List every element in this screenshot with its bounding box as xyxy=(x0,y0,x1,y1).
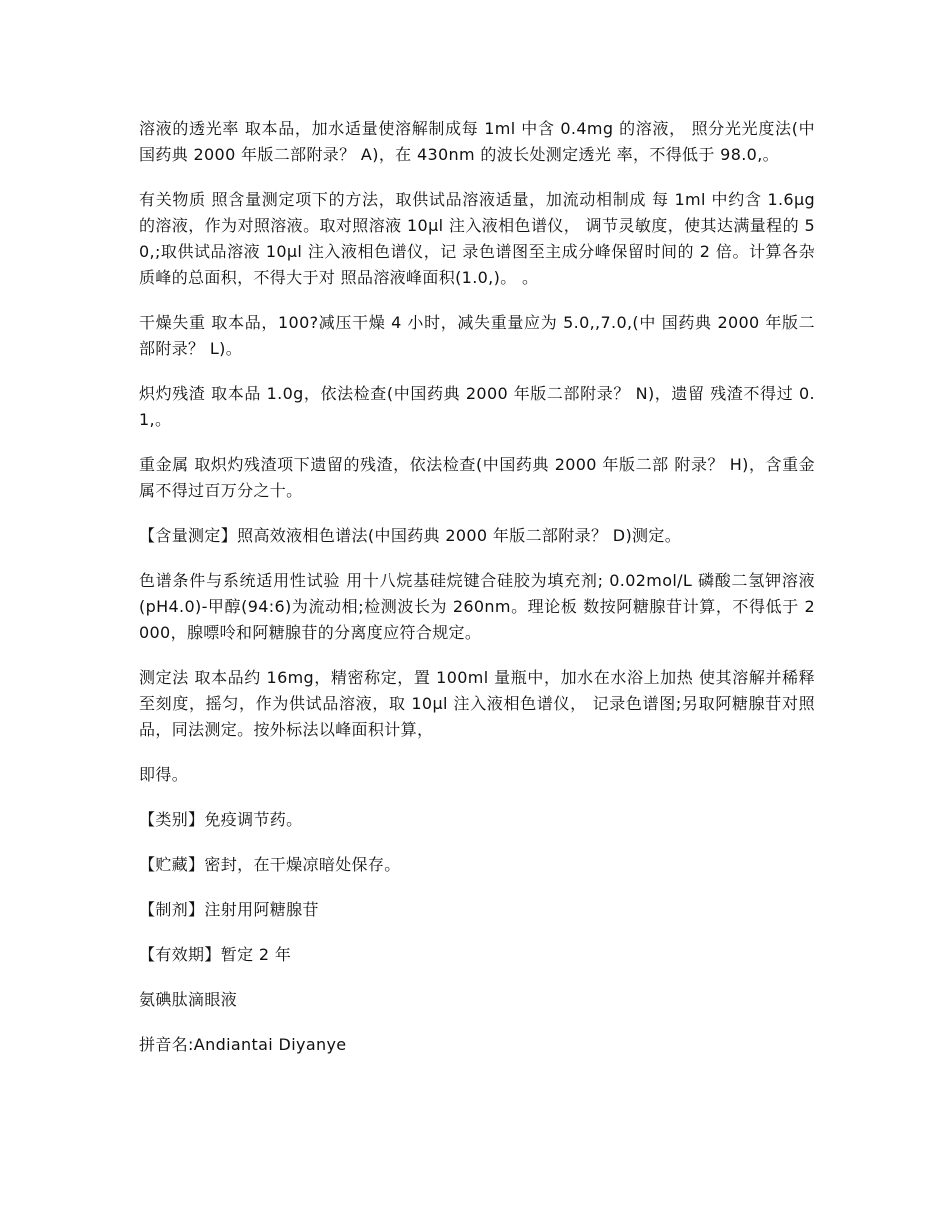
paragraph-assay-heading: 【含量测定】照高效液相色谱法(中国药典 2000 年版二部附录？ D)测定。 xyxy=(139,526,682,545)
paragraph-light-transmittance: 溶液的透光率 取本品，加水适量使溶解制成每 1ml 中含 0.4mg 的溶液， 照分光光度法(中国药典 2000 年版二部附录？ A)，在 430nm 的波长处测定透光 率，不得低于 98.0,。 xyxy=(139,119,815,164)
paragraph-residue-on-ignition: 炽灼残渣 取本品 1.0g，依法检查(中国药典 2000 年版二部附录？ N)，遗留 残渣不得过 0.1,。 xyxy=(139,384,815,429)
paragraph-pinyin-name: 拼音名:Andiantai Diyanye xyxy=(139,1035,347,1054)
paragraph-validity: 【有效期】暂定 2 年 xyxy=(139,945,292,964)
paragraph-preparation: 【制剂】注射用阿糖腺苷 xyxy=(139,900,319,919)
paragraph-loss-on-drying: 干燥失重 取本品，100?减压干燥 4 小时，减失重量应为 5.0,,7.0,(中 国药典 2000 年版二部附录？ L)。 xyxy=(139,313,815,358)
paragraph-chromatographic-conditions: 色谱条件与系统适用性试验 用十八烷基硅烷键合硅胶为填充剂; 0.02mol/L 磷酸二氢钾溶液(pH4.0)-甲醇(94:6)为流动相;检测波长为 260nm。理论板 数按阿糖腺苷计算，不得低于 2000，腺嘌呤和阿糖腺苷的分离度应符合规定。 xyxy=(139,571,815,642)
paragraph-related-substances: 有关物质 照含量测定项下的方法，取供试品溶液适量，加流动相制成 每 1ml 中约含 1.6μg 的溶液，作为对照溶液。取对照溶液 10μl 注入液相色谱仪， 调节灵敏度，使其达满量程的 50,;取供试品溶液 10μl 注入液相色谱仪，记 录色谱图至主成分峰保留时间的 2 倍。计算各杂质峰的总面积，不得大于对 照品溶液峰面积(1.0,)。 。 xyxy=(139,190,815,287)
document-body xyxy=(139,116,815,1077)
paragraph-assay-conclusion: 即得。 xyxy=(139,765,189,784)
paragraph-assay-procedure: 测定法 取本品约 16mg，精密称定，置 100ml 量瓶中，加水在水浴上加热 使其溶解并稀释至刻度，摇匀，作为供试品溶液，取 10μl 注入液相色谱仪， 记录色谱图;另取阿糖腺苷对照品，同法测定。按外标法以峰面积计算， xyxy=(139,668,815,739)
paragraph-storage: 【贮藏】密封，在干燥凉暗处保存。 xyxy=(139,855,401,874)
paragraph-category: 【类别】免疫调节药。 xyxy=(139,810,303,829)
paragraph-heavy-metals: 重金属 取炽灼残渣项下遗留的残渣，依法检查(中国药典 2000 年版二部 附录？ H)，含重金属不得过百万分之十。 xyxy=(139,455,815,500)
paragraph-drug-title: 氨碘肽滴眼液 xyxy=(139,990,238,1009)
